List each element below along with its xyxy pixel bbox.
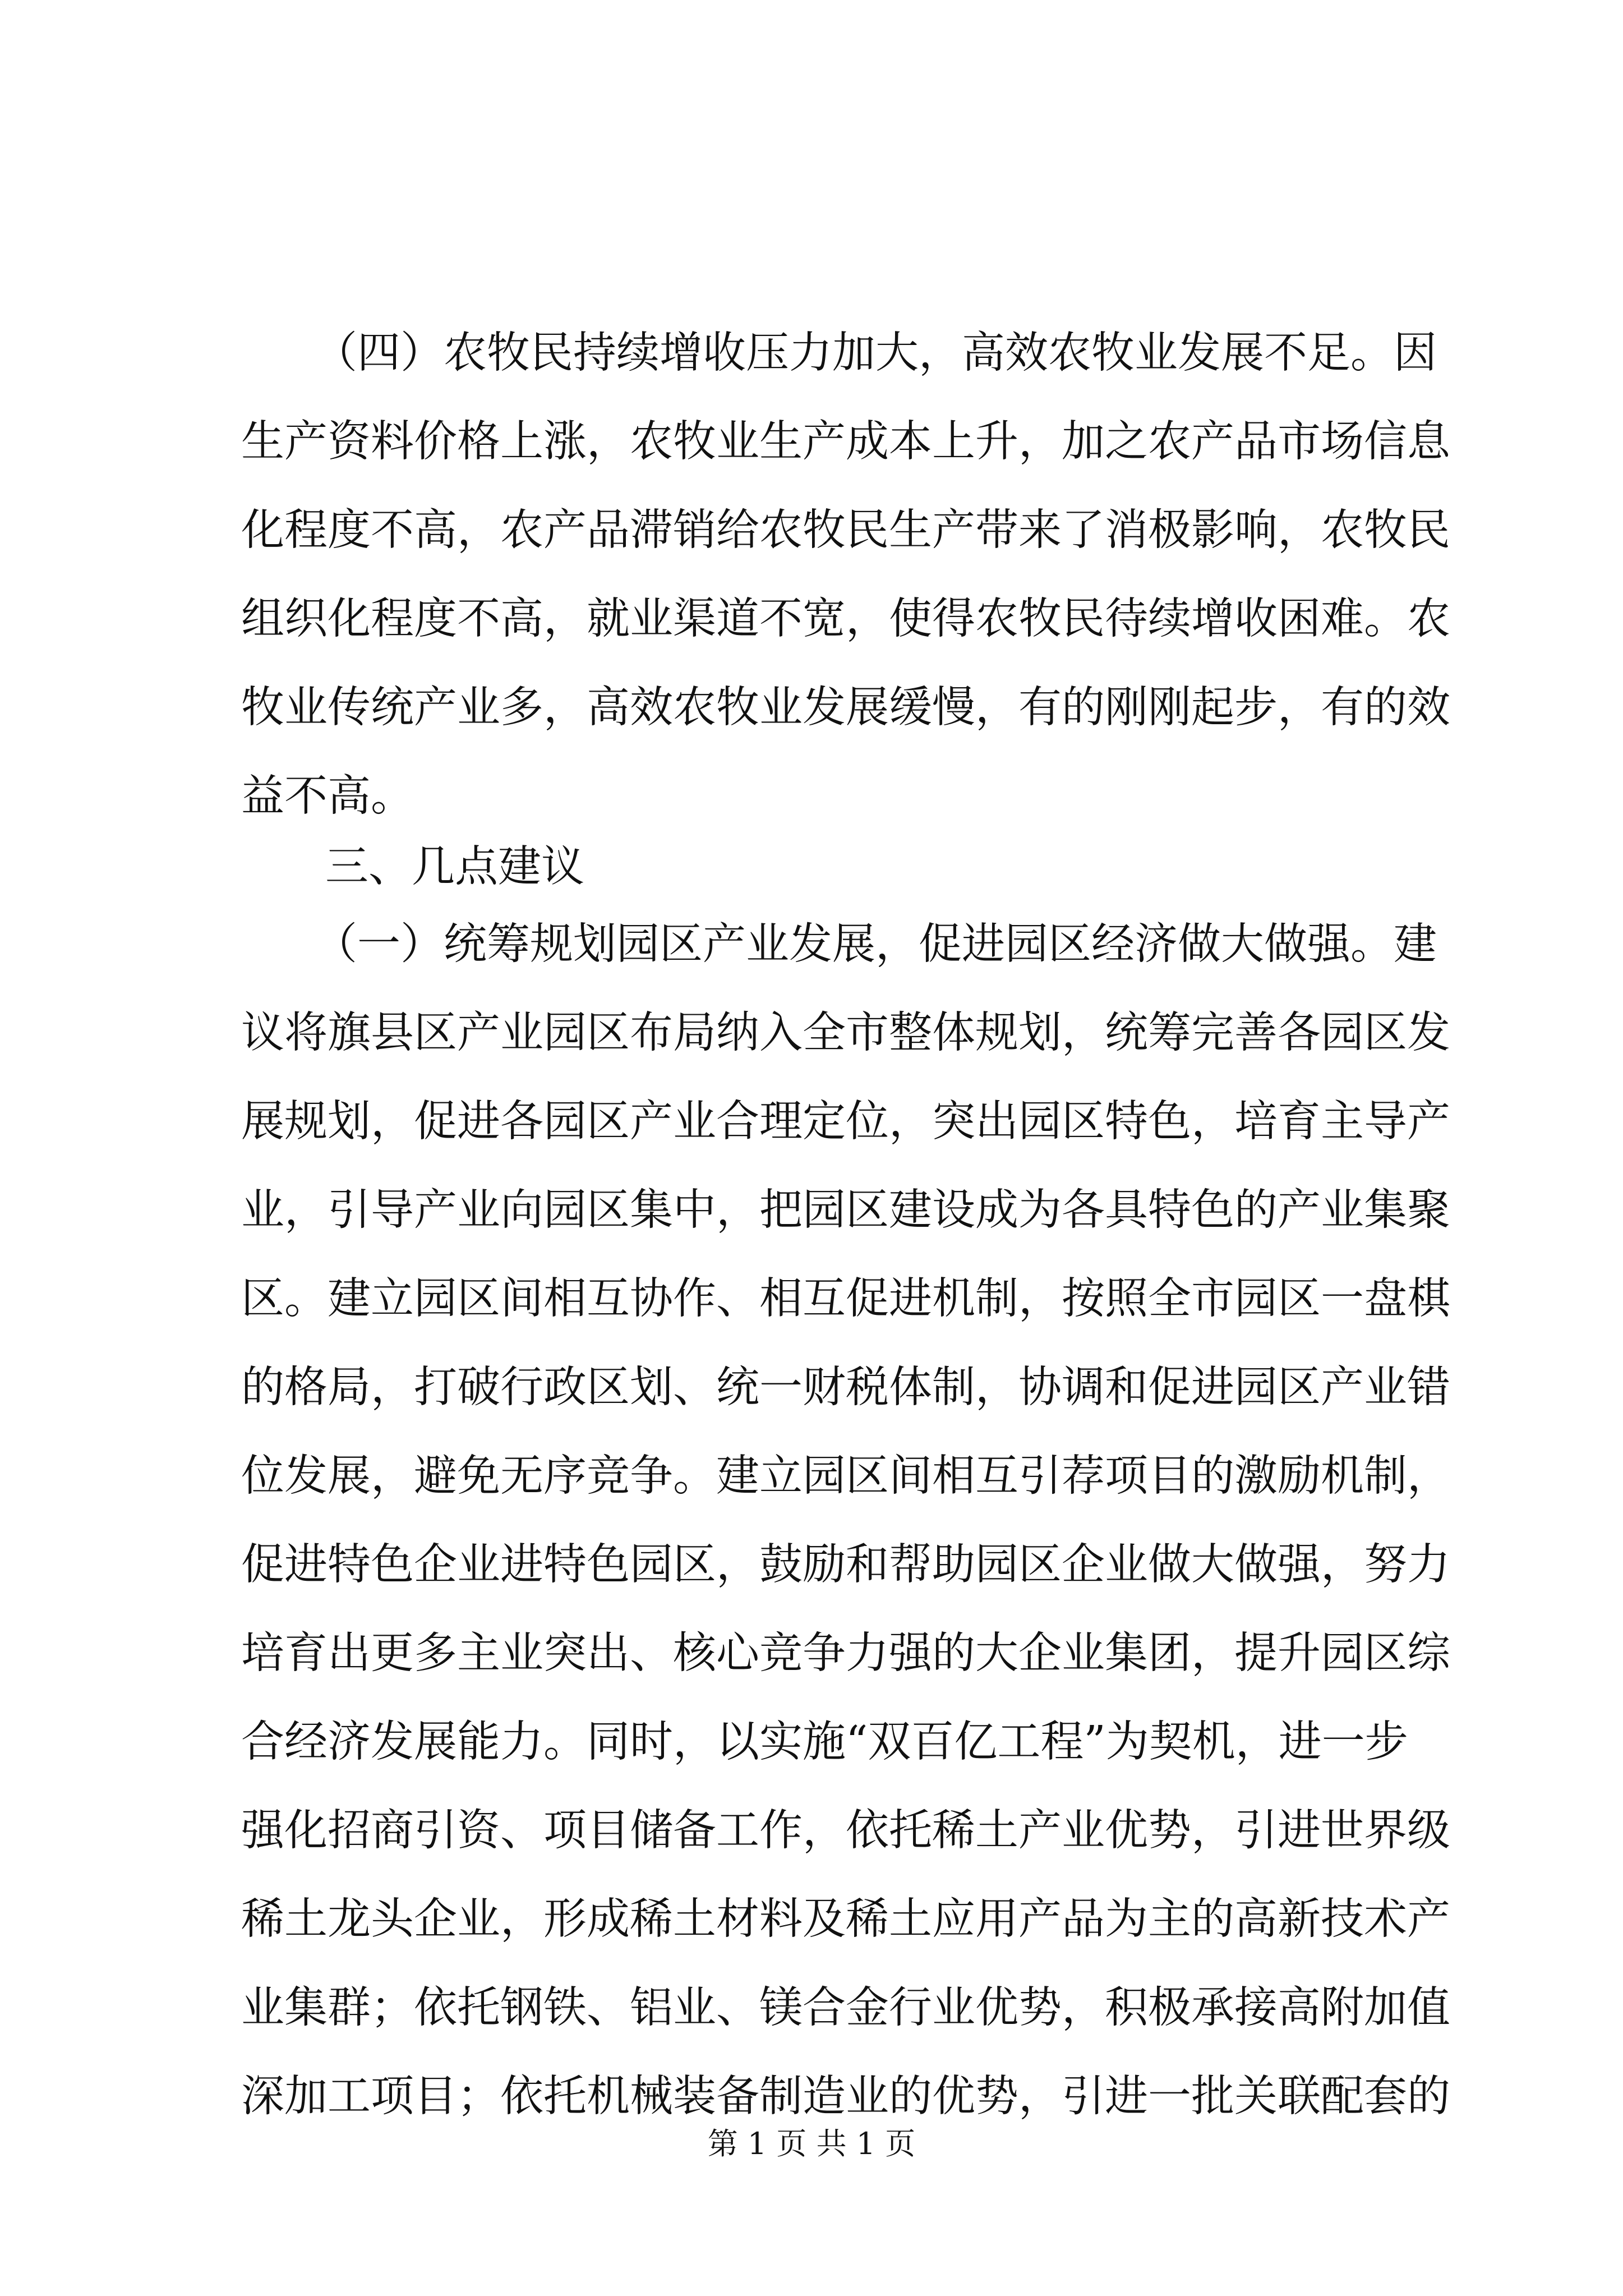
- text-line: [0, 1354, 1623, 1421]
- text-line: [0, 1975, 1623, 2042]
- text-line-content: 议将旗县区产业园区布局纳入全市整体规划，统筹完善各园区发: [241, 1008, 1450, 1058]
- page-footer: [0, 2122, 1623, 2166]
- text-line-content: 深加工项目；依托机械装备制造业的优势，引进一批关联配套的: [241, 2072, 1450, 2122]
- text-line-content: 组织化程度不高，就业渠道不宽，使得农牧民待续增收困难。农: [241, 594, 1450, 644]
- text-line: [0, 408, 1623, 476]
- text-line: [0, 1709, 1623, 1776]
- text-line: [0, 1797, 1623, 1865]
- page-number: 第 1 页 共 1 页: [707, 2126, 916, 2161]
- text-line: [0, 1443, 1623, 1510]
- text-line-content: （一）统筹规划园区产业发展，促进园区经济做大做强。建: [314, 919, 1437, 969]
- text-line: [0, 320, 1623, 387]
- text-line: [0, 1886, 1623, 1953]
- text-line-content: 区。建立园区间相互协作、相互促进机制，按照全市园区一盘棋: [241, 1274, 1450, 1324]
- text-line-content: 促进特色企业进特色园区，鼓励和帮助园区企业做大做强，努力: [241, 1540, 1450, 1590]
- text-line: [0, 497, 1623, 564]
- section-heading-text: 三、几点建议: [325, 842, 584, 892]
- text-line: [0, 1000, 1623, 1067]
- text-line-content: 强化招商引资、项目储备工作，依托稀土产业优势，引进世界级: [241, 1806, 1450, 1856]
- text-line: [0, 911, 1623, 978]
- text-line: [0, 586, 1623, 653]
- text-line-content: 益不高。: [241, 771, 414, 821]
- text-line: [0, 674, 1623, 742]
- text-line-content: 牧业传统产业多，高效农牧业发展缓慢，有的刚刚起步，有的效: [241, 683, 1450, 733]
- text-line: [0, 1088, 1623, 1156]
- text-line-content: 的格局，打破行政区划、统一财税体制，协调和促进园区产业错: [241, 1363, 1450, 1412]
- text-line-content: 展规划，促进各园区产业合理定位，突出园区特色，培育主导产: [241, 1097, 1450, 1147]
- text-line: [0, 763, 1623, 830]
- text-line-content: 生产资料价格上涨，农牧业生产成本上升，加之农产品市场信息: [241, 417, 1450, 467]
- text-line-content: 业集群；依托钢铁、铝业、镁合金行业优势，积极承接高附加值: [241, 1983, 1450, 2033]
- text-line-content: 合经济发展能力。同时，以实施“双百亿工程”为契机，进一步: [241, 1717, 1408, 1767]
- text-line: [0, 1266, 1623, 1333]
- text-line-content: 业，引导产业向园区集中，把园区建设成为各具特色的产业集聚: [241, 1185, 1450, 1235]
- text-line: [0, 2063, 1623, 2131]
- text-line-content: （四）农牧民持续增收压力加大，高效农牧业发展不足。因: [314, 328, 1437, 378]
- text-line-content: 位发展，避免无序竞争。建立园区间相互引荐项目的激励机制，: [241, 1451, 1450, 1501]
- text-line: [0, 1620, 1623, 1687]
- text-line-content: 化程度不高，农产品滞销给农牧民生产带来了消极影响，农牧民: [241, 505, 1450, 555]
- text-line: [0, 1177, 1623, 1244]
- text-line-content: 稀土龙头企业，形成稀土材料及稀土应用产品为主的高新技术产: [241, 1894, 1450, 1944]
- text-line: [0, 1531, 1623, 1599]
- text-line-content: 培育出更多主业突出、核心竞争力强的大企业集团，提升园区综: [241, 1628, 1450, 1678]
- section-heading: [0, 834, 1623, 901]
